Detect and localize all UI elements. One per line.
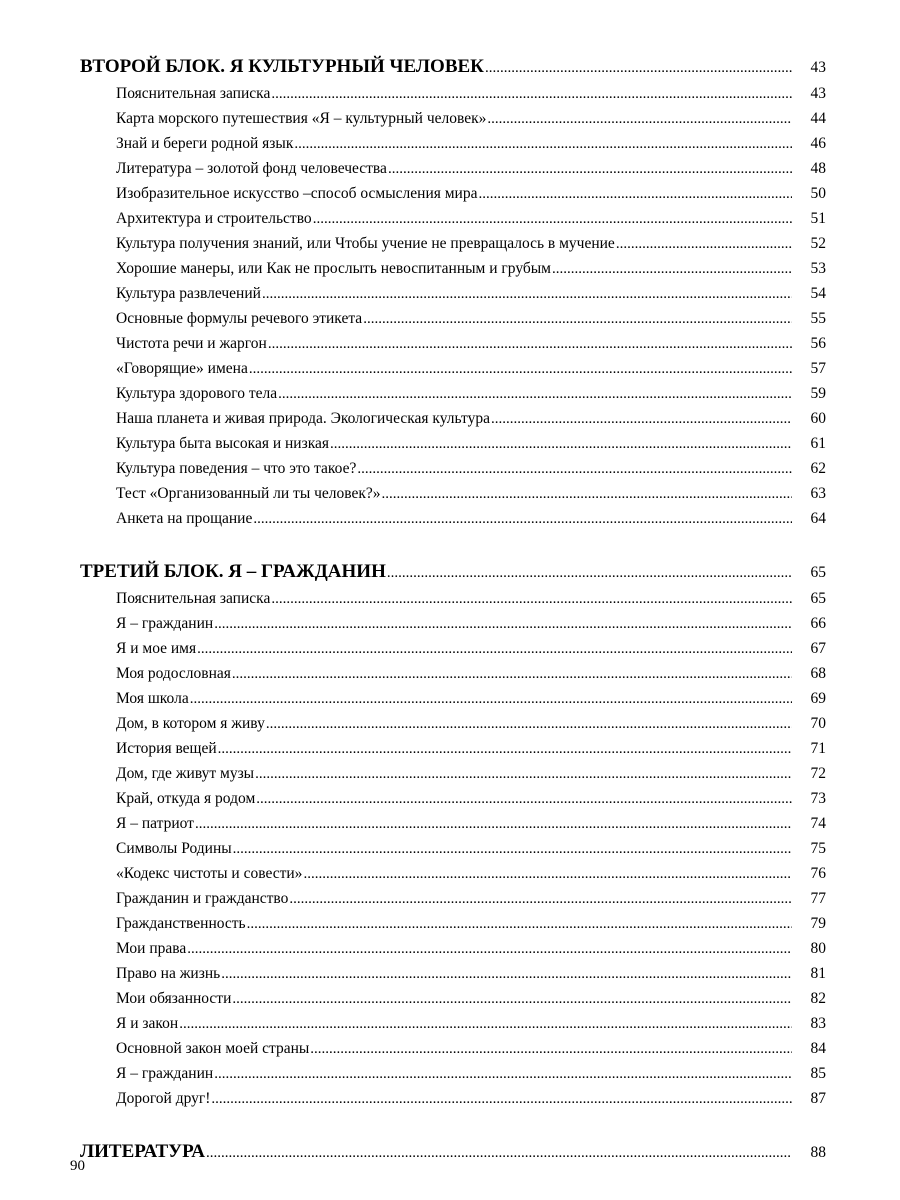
dot-leader [214,612,792,637]
toc-entry [80,306,826,331]
dot-leader [278,382,792,407]
entry-title: Знай и береги родной язык [116,135,294,152]
page-number: 90 [70,1158,85,1174]
toc-entry [80,81,826,106]
dot-leader [249,357,792,382]
toc-entry [80,331,826,356]
toc-section-heading [80,53,826,81]
dot-leader [388,157,792,182]
entry-page-number: 46 [810,135,826,152]
dot-leader [266,712,792,737]
toc-entry [80,961,826,986]
section-title: ВТОРОЙ БЛОК. Я КУЛЬТУРНЫЙ ЧЕЛОВЕК [80,56,484,77]
toc-entry [80,786,826,811]
entry-title: Пояснительная записка [116,85,271,102]
entry-title: Чистота речи и жаргон [116,335,267,352]
dot-leader [310,1037,792,1062]
entry-title: Карта морского путешествия «Я – культурный человек» [116,110,487,127]
entry-title: Мои права [116,940,187,957]
toc-entry [80,356,826,381]
entry-title: «Кодекс чистоты и совести» [116,865,303,882]
entry-page-number: 61 [810,435,826,452]
toc-entry [80,636,826,661]
entry-title: Мои обязанности [116,990,232,1007]
entry-title: Пояснительная записка [116,590,271,607]
entry-title: «Говорящие» имена [116,360,248,377]
entry-page-number: 74 [810,815,826,832]
entry-page-number: 48 [810,160,826,177]
toc-entry [80,156,826,181]
dot-leader [330,432,792,457]
section-title: ЛИТЕРАТУРА [80,1141,206,1162]
section-page-number: 43 [810,59,826,76]
entry-title: Основной закон моей страны [116,1040,310,1057]
dot-leader [256,787,792,812]
entry-page-number: 57 [810,360,826,377]
entry-title: Дом, в котором я живу [116,715,265,732]
section-title: ТРЕТИЙ БЛОК. Я – ГРАЖДАНИН [80,561,386,582]
dot-leader [268,332,792,357]
entry-page-number: 79 [810,915,826,932]
dot-leader [197,637,792,662]
entry-title: Дорогой друг! [116,1090,211,1107]
entry-page-number: 64 [810,510,826,527]
entry-title: Моя родословная [116,665,231,682]
dot-leader [478,182,792,207]
entry-title: Я – гражданин [116,615,214,632]
entry-page-number: 70 [810,715,826,732]
toc-entry [80,256,826,281]
dot-leader [313,207,792,232]
dot-leader [363,307,792,332]
entry-title: Я и мое имя [116,640,197,657]
dot-leader [232,662,792,687]
entry-page-number: 67 [810,640,826,657]
toc-entry [80,936,826,961]
entry-title: Культура поведения – что это такое? [116,460,357,477]
dot-leader [211,1087,792,1112]
entry-page-number: 56 [810,335,826,352]
entry-page-number: 75 [810,840,826,857]
entry-page-number: 77 [810,890,826,907]
toc-entry [80,381,826,406]
dot-leader [616,232,792,257]
toc-entry [80,406,826,431]
entry-page-number: 73 [810,790,826,807]
toc-entry [80,836,826,861]
entry-title: Изобразительное искусство –способ осмысления мира [116,185,478,202]
entry-title: Гражданственность [116,915,246,932]
toc-entry [80,686,826,711]
entry-title: Край, откуда я родом [116,790,256,807]
toc-entry [80,911,826,936]
entry-page-number: 51 [810,210,826,227]
entry-page-number: 55 [810,310,826,327]
entry-page-number: 83 [810,1015,826,1032]
toc-entry [80,986,826,1011]
entry-page-number: 71 [810,740,826,757]
toc-entry [80,761,826,786]
entry-title: Литература – золотой фонд человечества [116,160,387,177]
toc-entry [80,231,826,256]
entry-page-number: 66 [810,615,826,632]
entry-title: Гражданин и гражданство [116,890,289,907]
toc-entry [80,206,826,231]
entry-page-number: 59 [810,385,826,402]
entry-page-number: 76 [810,865,826,882]
toc-entry [80,1061,826,1086]
dot-leader [247,912,792,937]
entry-page-number: 72 [810,765,826,782]
section-page-number: 88 [810,1144,826,1161]
dot-leader [195,812,792,837]
dot-leader [255,762,792,787]
entry-page-number: 65 [810,590,826,607]
entry-title: История вещей [116,740,217,757]
dot-leader [491,407,792,432]
entry-page-number: 50 [810,185,826,202]
entry-title: Я – патриот [116,815,194,832]
table-of-contents [80,53,826,1166]
entry-title: Я и закон [116,1015,179,1032]
toc-entry [80,281,826,306]
entry-title: Тест «Организованный ли ты человек?» [116,485,381,502]
section-page-number: 65 [810,564,826,581]
entry-title: Культура развлечений [116,285,261,302]
toc-entry [80,611,826,636]
entry-page-number: 52 [810,235,826,252]
dot-leader [233,837,792,862]
entry-title: Моя школа [116,690,189,707]
toc-entry [80,481,826,506]
dot-leader [232,987,792,1012]
dot-leader [253,507,792,532]
entry-title: Культура получения знаний, или Чтобы учение не превращалось в мучение [116,235,615,252]
dot-leader [552,257,792,282]
toc-entry [80,106,826,131]
toc-section-heading [80,558,826,586]
entry-title: Я – гражданин [116,1065,214,1082]
dot-leader [206,1139,792,1167]
dot-leader [214,1062,792,1087]
entry-title: Символы Родины [116,840,232,857]
entry-page-number: 82 [810,990,826,1007]
toc-entry [80,736,826,761]
toc-entry [80,431,826,456]
dot-leader [218,737,792,762]
dot-leader [221,962,792,987]
entry-page-number: 85 [810,1065,826,1082]
entry-title: Хорошие манеры, или Как не прослыть невоспитанным и грубым [116,260,551,277]
toc-entry [80,1011,826,1036]
dot-leader [179,1012,792,1037]
dot-leader [357,457,792,482]
entry-page-number: 53 [810,260,826,277]
entry-page-number: 63 [810,485,826,502]
entry-title: Анкета на прощание [116,510,253,527]
dot-leader [487,107,792,132]
dot-leader [485,54,792,82]
entry-title: Право на жизнь [116,965,221,982]
entry-page-number: 60 [810,410,826,427]
toc-entry [80,811,826,836]
entry-title: Наша планета и живая природа. Экологическая культура [116,410,490,427]
entry-page-number: 54 [810,285,826,302]
entry-page-number: 69 [810,690,826,707]
toc-entry [80,661,826,686]
toc-entry [80,1036,826,1061]
dot-leader [271,82,792,107]
toc-entry [80,711,826,736]
entry-title: Культура быта высокая и низкая [116,435,330,452]
toc-entry [80,886,826,911]
dot-leader [294,132,792,157]
dot-leader [262,282,792,307]
dot-leader [289,887,792,912]
dot-leader [190,687,792,712]
dot-leader [387,559,792,587]
toc-entry [80,456,826,481]
toc-entry [80,861,826,886]
toc-entry [80,1086,826,1111]
entry-page-number: 81 [810,965,826,982]
dot-leader [187,937,792,962]
toc-entry [80,586,826,611]
dot-leader [382,482,792,507]
entry-page-number: 87 [810,1090,826,1107]
toc-entry [80,506,826,531]
dot-leader [271,587,792,612]
toc-entry [80,181,826,206]
entry-page-number: 84 [810,1040,826,1057]
entry-title: Культура здорового тела [116,385,278,402]
toc-section-heading [80,1138,826,1166]
entry-title: Архитектура и строительство [116,210,312,227]
dot-leader [303,862,792,887]
entry-title: Дом, где живут музы [116,765,255,782]
entry-page-number: 62 [810,460,826,477]
entry-page-number: 44 [810,110,826,127]
toc-entry [80,131,826,156]
entry-page-number: 43 [810,85,826,102]
entry-page-number: 80 [810,940,826,957]
entry-title: Основные формулы речевого этикета [116,310,363,327]
entry-page-number: 68 [810,665,826,682]
